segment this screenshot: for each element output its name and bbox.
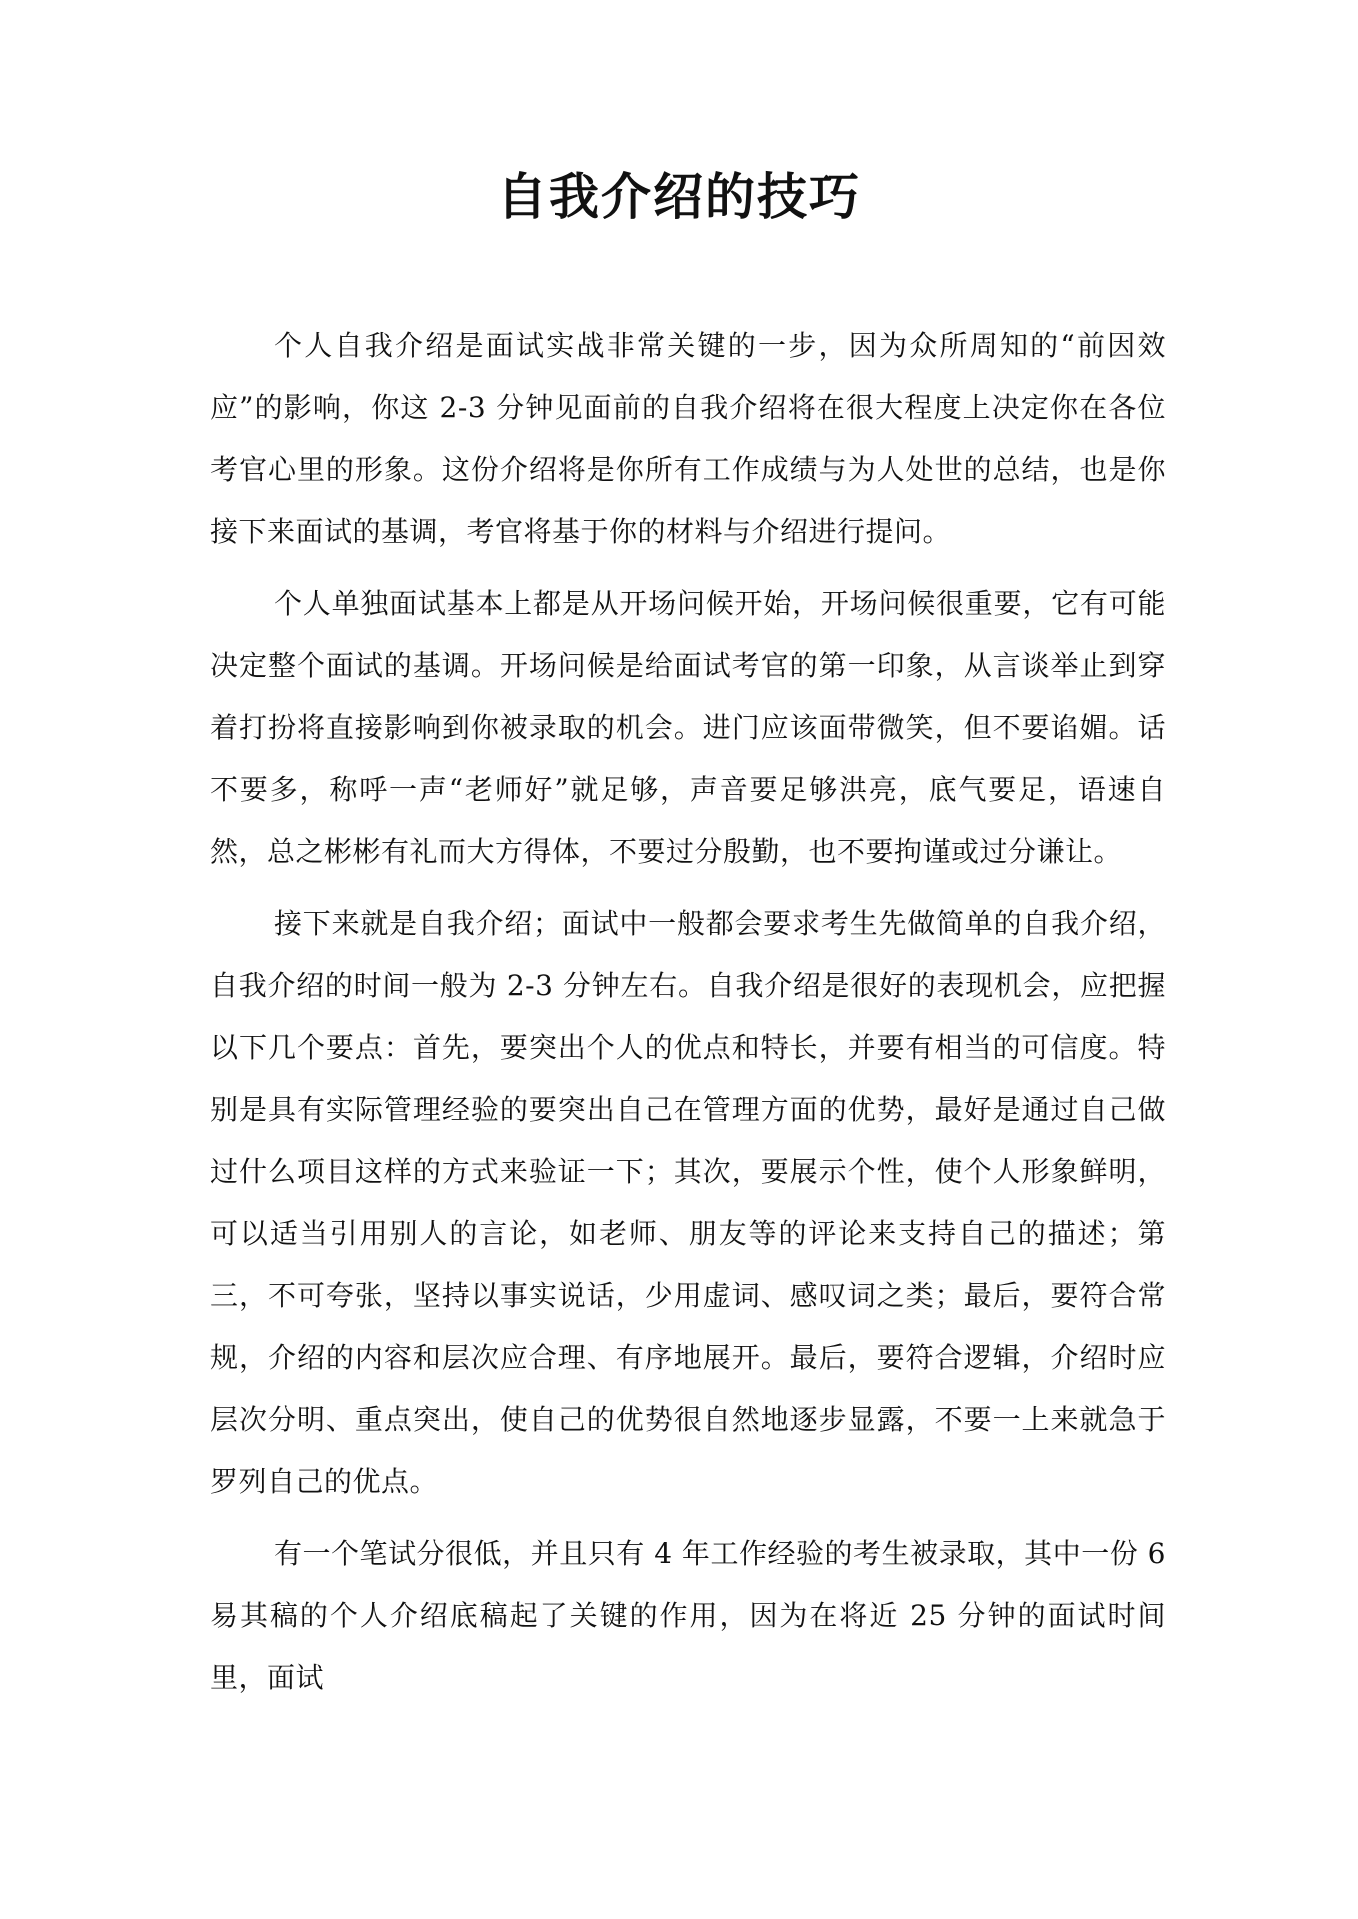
paragraph-example: 有一个笔试分很低，并且只有 4 年工作经验的考生被录取，其中一份 6 易其稿的个人介绍底稿起了关键的作用，因为在将近 25 分钟的面试时间里，面试 bbox=[210, 1537, 1166, 1694]
paragraph-greeting: 个人单独面试基本上都是从开场问候开始，开场问候很重要，它有可能决定整个面试的基调。开场问候是给面试考官的第一印象，从言谈举止到穿着打扮将直接影响到你被录取的机会。进门应该面带微笑，但不要谄媚。话不要多，称呼一声“老师好”就足够，声音要足够洪亮，底气要足，语速自然，总之彬彬有礼而大方得体，不要过分殷勤，也不要拘谨或过分谦让。 bbox=[210, 587, 1166, 868]
paragraph-intro: 个人自我介绍是面试实战非常关键的一步，因为众所周知的“前因效应”的影响，你这 2-3 分钟见面前的自我介绍将在很大程度上决定你在各位考官心里的形象。这份介绍将是你所有工作成绩与为人处世的总结，也是你接下来面试的基调，考官将基于你的材料与介绍进行提问。 bbox=[210, 329, 1166, 548]
document-title: 自我介绍的技巧 bbox=[497, 167, 861, 226]
paragraph-self-intro: 接下来就是自我介绍；面试中一般都会要求考生先做简单的自我介绍，自我介绍的时间一般为 2-3 分钟左右。自我介绍是很好的表现机会，应把握以下几个要点：首先，要突出个人的优点和特长，并要有相当的可信度。特别是具有实际管理经验的要突出自己在管理方面的优势，最好是通过自己做过什么项目这样的方式来验证一下；其次，要展示个性，使个人形象鲜明，可以适当引用别人的言论，如老师、朋友等的评论来支持自己的描述；第三，不可夸张，坚持以事实说话，少用虚词、感叹词之类；最后，要符合常规，介绍的内容和层次应合理、有序地展开。最后，要符合逻辑，介绍时应层次分明、重点突出，使自己的优势很自然地逐步显露，不要一上来就急于罗列自己的优点。 bbox=[210, 907, 1166, 1498]
document-body bbox=[210, 315, 1166, 1709]
